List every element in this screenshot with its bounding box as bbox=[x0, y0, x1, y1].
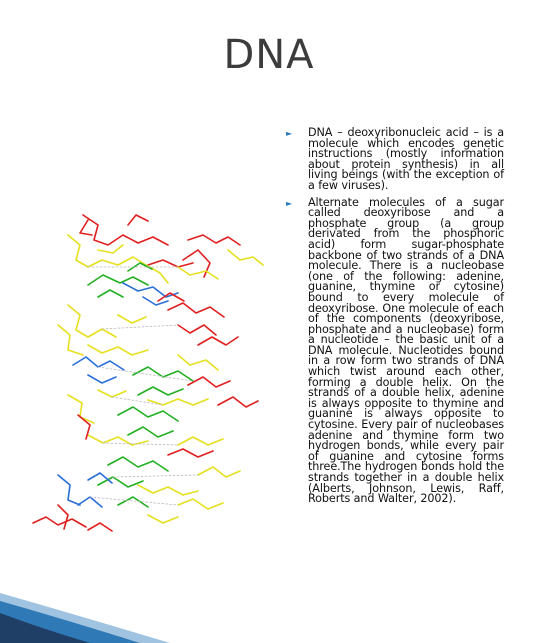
bullet-text: Alternate molecules of a sugar called deoxyribose and a phosphate group (a group derivated from the phosphoric acid) form sugar-phosphate backbone of two strands of a DNA molecule. There is a nucleobase (one of the following: adenine, guanine, thymine or cytosine) bound to every molecule of deoxyribose. One molecule of each of the components (deoxyribose, phosphate and a nucleobase) form a nucleotide – the basic unit of a DNA molecule. Nucleotides bound in a row form two strands of DNA which twist around each other, forming a double helix. On the strands of a double helix, adenine is always opposite to thymine and guanine is always opposite to cytosine. Every pair of nucleobases adenine and thymine form two hydrogen bonds, while every pair of guanine and cytosine forms three.The hydrogen bonds hold the strands together in a double helix (Alberts, Johnson, Lewis, Raff, Roberts and Walter, 2002). bbox=[308, 195, 504, 506]
bullet-item bbox=[286, 128, 504, 192]
bullet-item bbox=[286, 195, 504, 506]
bullet-list bbox=[286, 128, 504, 511]
corner-decoration bbox=[0, 573, 180, 643]
slide-title: DNA bbox=[223, 32, 315, 78]
triangle-right-icon: ► bbox=[286, 198, 293, 208]
bullet-text: DNA – deoxyribonucleic acid – is a molecule which encodes genetic instructions (mostly information about protein synthesis) in all living beings (with the exception of a few viruses). bbox=[308, 126, 504, 192]
triangle-right-icon: ► bbox=[286, 129, 293, 138]
dna-helix-image bbox=[28, 205, 273, 545]
